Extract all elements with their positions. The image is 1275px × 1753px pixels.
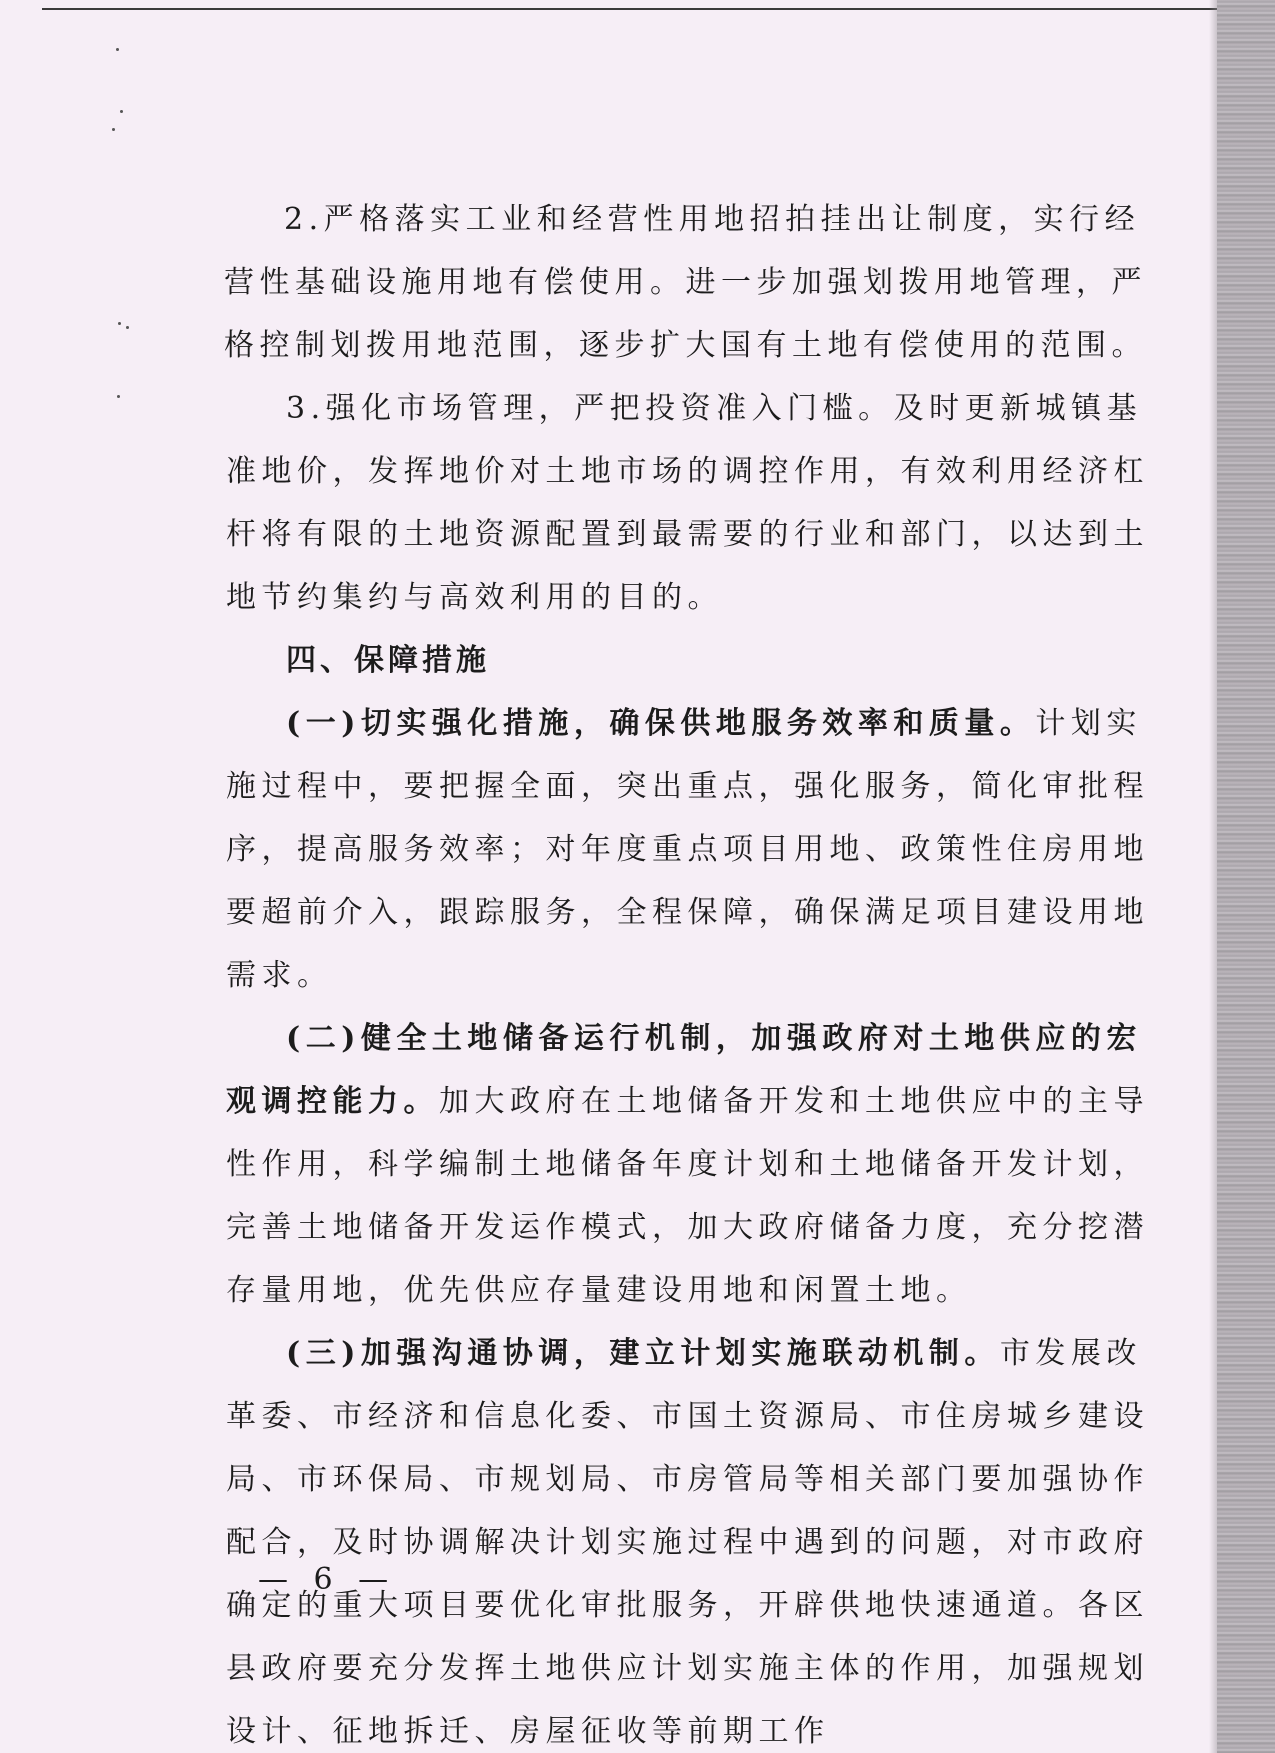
measure-1-lead: (一)切实强化措施，确保供地服务效率和质量。 [286, 706, 1036, 741]
top-rule [42, 8, 1232, 10]
paragraph-3: 3.强化市场管理，严把投资准入门槛。及时更新城镇基准地价，发挥地价对土地市场的调控作用，有效利用经济杠杆将有限的土地资源配置到最需要的行业和部门，以达到土地节约集约与高效利用的目的。 [226, 391, 1149, 615]
binding-hole-mark [112, 128, 115, 131]
binding-hole-mark [116, 48, 119, 51]
measure-1-text: 计划实施过程中，要把握全面，突出重点，强化服务，简化审批程序，提高服务效率；对年度重点项目用地、政策性住房用地要超前介入，跟踪服务，全程保障，确保满足项目建设用地需求。 [226, 706, 1149, 993]
paragraph-2: 2.严格落实工业和经营性用地招拍挂出让制度，实行经营性基础设施用地有偿使用。进一步加强划拨用地管理，严格控制划拨用地范围，逐步扩大国有土地有偿使用的范围。 [224, 202, 1147, 363]
scan-shadow [1209, 0, 1217, 1753]
measure-3 [226, 1322, 1156, 1753]
measure-2 [226, 1007, 1156, 1322]
section-heading: 四、保障措施 [286, 643, 490, 678]
measure-3-lead: (三)加强沟通协调，建立计划实施联动机制。 [286, 1336, 1000, 1371]
binding-hole-mark [126, 326, 129, 329]
page-number: — 6 — [258, 1562, 397, 1597]
measure-2-lead: (二)健全土地储备运行机制，加强政府对土地供应的宏观调控能力。 [226, 1021, 1142, 1119]
binding-hole-mark [120, 110, 123, 113]
measure-1 [226, 692, 1156, 1007]
binding-hole-mark [117, 395, 120, 398]
binding-hole-mark [118, 322, 121, 325]
measure-2-text: 加大政府在土地储备开发和土地供应中的主导性作用，科学编制土地储备年度计划和土地储备开发计划，完善土地储备开发运作模式，加大政府储备力度，充分挖潜存量用地，优先供应存量建设用地和闲置土地。 [226, 1084, 1149, 1308]
measure-3-text: 市发展改革委、市经济和信息化委、市国土资源局、市住房城乡建设局、市环保局、市规划局、市房管局等相关部门要加强协作配合，及时协调解决计划实施过程中遇到的问题，对市政府确定的重大项目要优化审批服务，开辟供地快速通道。各区县政府要充分发挥土地供应计划实施主体的作用，加强规划设计、征地拆迁、房屋征收等前期工作 [226, 1336, 1149, 1749]
document-body [226, 188, 1156, 1753]
scan-edge [1217, 0, 1275, 1753]
